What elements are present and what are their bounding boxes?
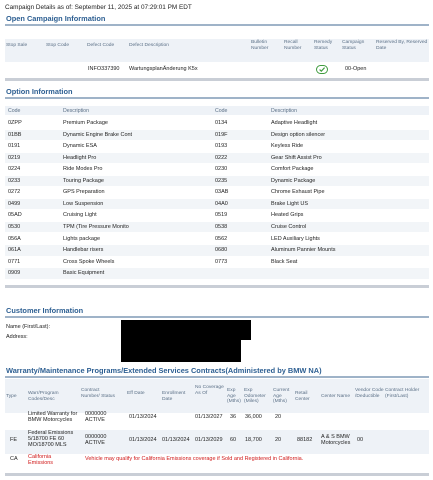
option-description: Cruise Control	[271, 223, 307, 230]
option-code: 0219	[8, 154, 21, 161]
option-description: Keyless Ride	[271, 143, 304, 150]
col-retail-center: Retail Center	[295, 391, 310, 402]
option-code: 0134	[215, 120, 228, 126]
option-table	[5, 106, 429, 286]
defect-code-value: INFO337390	[88, 66, 120, 72]
exp-odometer: 18,700	[245, 437, 262, 443]
vendor-code: 00	[357, 437, 364, 443]
option-code: 0235	[215, 177, 228, 184]
col-description-right: Description	[271, 108, 297, 114]
option-row	[5, 164, 429, 175]
option-row	[5, 153, 429, 164]
option-code: 0771	[8, 258, 21, 265]
option-description: Dynamic Package	[271, 177, 316, 184]
type-value: CA	[10, 456, 18, 462]
california-emissions-note: Vehicle may qualify for California Emissions coverage if Sold and Registered in California.	[85, 456, 304, 462]
contract-status: 0000000 ACTIVE	[85, 434, 107, 447]
current-age: 20	[275, 414, 282, 420]
open-campaign-section	[5, 14, 429, 84]
option-description: Touring Package	[63, 177, 104, 184]
col-program: Warr/Program Codes/Desc	[28, 391, 59, 402]
option-table-header	[5, 106, 429, 115]
col-defect-code: Defect Code	[87, 43, 115, 48]
col-stop-code: Stop Code	[46, 43, 70, 48]
col-center-name: Center Name	[321, 394, 351, 399]
option-code: 056A	[8, 235, 21, 242]
option-row	[5, 187, 429, 198]
option-description: Headlight Pro	[63, 154, 97, 161]
option-row	[5, 176, 429, 187]
section-title: Open Campaign Information	[5, 14, 429, 26]
option-description: Low Suspension	[63, 200, 104, 207]
col-campaign-status: Campaign Status	[342, 40, 365, 51]
option-description: LED Auxiliary Lights	[271, 235, 320, 242]
redacted-customer-block-edge	[241, 320, 251, 340]
option-row	[5, 257, 429, 268]
option-row	[5, 245, 429, 256]
contract-status: 0000000 ACTIVE	[85, 411, 107, 424]
address-label: Address:	[6, 334, 28, 340]
program-desc: California Emissions	[28, 454, 54, 466]
option-description: Chrome Exhaust Pipe	[271, 189, 325, 196]
option-code: 01BB	[8, 131, 22, 138]
option-description: Brake Light US	[271, 200, 308, 207]
option-code: 0538	[215, 223, 228, 230]
option-description: Design option silencer	[271, 131, 326, 138]
exp-odometer: 36,000	[245, 414, 262, 420]
option-row	[5, 199, 429, 210]
type-value: FE	[10, 437, 18, 443]
section-divider	[5, 473, 429, 476]
eff-date: 01/13/2024	[129, 414, 157, 420]
col-stop-sale: Stop Sale	[6, 43, 28, 48]
option-row	[5, 268, 429, 279]
campaign-details-date: September 11, 2025 at 07:29:01 PM EDT	[74, 4, 192, 11]
option-code: 0222	[215, 154, 228, 161]
option-description: Gear Shift Assist Pro	[271, 154, 322, 161]
col-no-coverage: No Coverage As Of	[195, 385, 224, 396]
option-description: TPM (Tire Pressure Monito	[63, 223, 129, 230]
campaign-details-label: Campaign Details as of:	[5, 4, 73, 11]
col-current-age: Current Age (Mths)	[273, 388, 290, 405]
option-row	[5, 234, 429, 245]
col-code-right: Code	[215, 108, 228, 114]
option-description: Dynamic ESA	[63, 143, 97, 150]
customer-section	[5, 306, 429, 364]
option-code: 0519	[215, 212, 228, 219]
section-title: Option Information	[5, 87, 429, 99]
option-code: 05AD	[8, 212, 22, 219]
col-reserved: Reserved By, Reserved Date	[376, 40, 428, 51]
option-code: 0530	[8, 223, 21, 230]
name-label: Name (First/Last):	[6, 324, 51, 330]
exp-age: 60	[230, 437, 237, 443]
section-title: Warranty/Maintenance Programs/Extended Services Contracts(Administered by BMW NA)	[5, 366, 429, 378]
option-code: 0191	[8, 143, 21, 150]
redacted-customer-block	[121, 320, 241, 362]
col-exp-odometer: Exp Odometer (Miles)	[244, 388, 266, 405]
option-code: 03AB	[215, 189, 229, 196]
no-coverage-date: 01/13/2027	[195, 414, 223, 420]
option-row	[5, 130, 429, 141]
col-contract-holder: Contract Holder (First/Last)	[385, 388, 420, 399]
col-remedy-status: Remedy Status	[314, 40, 333, 51]
option-description: Adaptive Headlight	[271, 120, 318, 126]
option-code: 0680	[215, 247, 228, 254]
exp-age: 36	[230, 414, 237, 420]
col-eff-date: Eff Date	[127, 391, 145, 396]
option-description: Black Seat	[271, 258, 298, 265]
option-description: Aluminum Pannier Mounts	[271, 247, 336, 254]
option-section	[5, 87, 429, 295]
option-description: Basic Equipment	[63, 270, 105, 277]
col-vendor-code: Vendor Code /Deductible	[355, 388, 384, 399]
option-code: 04A0	[215, 200, 228, 207]
option-code: 0224	[8, 166, 21, 173]
option-code: 0ZPP	[8, 120, 22, 126]
option-row	[5, 210, 429, 221]
option-description: Handlebar risers	[63, 247, 104, 254]
col-enrollment-date: Enrollment Date	[162, 391, 186, 402]
option-description: Comfort Package	[271, 166, 314, 173]
warranty-section	[5, 366, 429, 478]
retail-center: 88182	[297, 437, 313, 443]
program-desc: Federal Emissions 5/18700 FE 60 MO/18700 MLS	[28, 430, 74, 448]
campaign-details-timestamp	[5, 4, 192, 11]
option-code: 0773	[215, 258, 228, 265]
section-divider	[5, 285, 429, 288]
campaign-status-value: 00-Open	[345, 66, 367, 72]
option-description: Cruising Light	[63, 212, 97, 219]
col-recall-number: Recall Number	[284, 40, 302, 51]
no-coverage-date: 01/13/2029	[195, 437, 223, 443]
option-code: 019F	[215, 131, 228, 138]
center-name: A & S BMW Motorcycles	[321, 434, 351, 447]
section-divider	[5, 78, 429, 81]
col-code-left: Code	[8, 108, 21, 114]
eff-date: 01/13/2024	[129, 437, 157, 443]
option-code: 0909	[8, 270, 21, 277]
check-circle-icon	[316, 65, 328, 74]
enrollment-date: 01/13/2024	[162, 437, 190, 443]
col-description-left: Description	[63, 108, 89, 114]
current-age: 20	[275, 437, 282, 443]
option-description: Premium Package	[63, 120, 108, 126]
section-title: Customer Information	[5, 306, 429, 318]
option-description: Ride Modes Pro	[63, 166, 103, 173]
option-code: 0499	[8, 200, 21, 207]
option-description: Lights package	[63, 235, 100, 242]
option-description: Cross Spoke Wheels	[63, 258, 115, 265]
option-code: 061A	[8, 247, 21, 254]
col-contract: Contract Number/ Status	[81, 388, 115, 399]
option-row	[5, 222, 429, 233]
col-exp-age: Exp Age (Mths)	[227, 388, 241, 405]
option-description: Dynamic Engine Brake Cont	[63, 131, 133, 138]
option-code: 0562	[215, 235, 228, 242]
program-desc: Limited Warranty for BMW Motorcycles	[28, 411, 78, 424]
defect-description-value: WartungsplanÄnderung K5x	[129, 66, 198, 72]
col-defect-description: Defect Description	[129, 43, 169, 48]
col-bulletin-number: Bulletin Number	[251, 40, 269, 51]
option-code: 0230	[215, 166, 228, 173]
option-code: 0233	[8, 177, 21, 184]
option-row	[5, 141, 429, 152]
option-code: 0193	[215, 143, 228, 150]
option-row	[5, 118, 429, 129]
option-description: Heated Grips	[271, 212, 304, 219]
option-description: GPS Preparation	[63, 189, 105, 196]
option-code: 0272	[8, 189, 21, 196]
col-type: Type	[6, 394, 17, 399]
